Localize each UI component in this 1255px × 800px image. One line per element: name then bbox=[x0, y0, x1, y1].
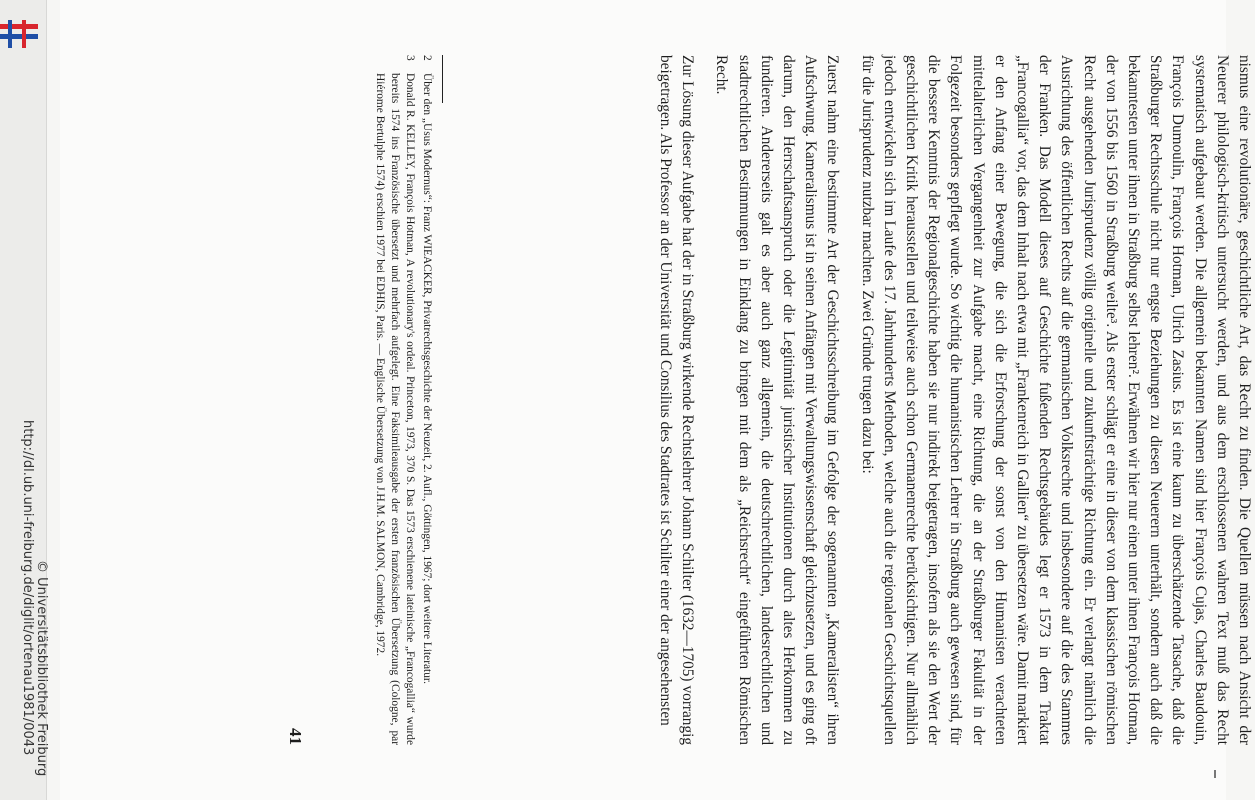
sidebar-url-text bbox=[0, 0, 49, 800]
footnotes bbox=[370, 55, 443, 745]
footnote-number: 2 bbox=[421, 55, 433, 61]
footnote-text: Über den „Usus Modernus“: Franz WIEACKER, Privatrechtsgeschichte der Neuzeit, 2. Aufl., Göttingen, 1967; dort weitere Literatur. bbox=[421, 73, 433, 684]
viewer-sidebar bbox=[0, 0, 47, 800]
footnote-number: 3 bbox=[404, 55, 416, 61]
copyright-notice: © Universitätsbibliothek Freiburg bbox=[34, 560, 49, 777]
rotated-page-content bbox=[255, 55, 1255, 745]
footnote-text: Donald R. KELLEY, François Hotman, A revolutionary's ordeal. Princeton, 1973, 370 S. Das 1573 erschienene lateinische „Francogallia“ wurde bereits 1574 ins Französische übersetzt und mehrfach aufgelegt. Eine Faksimileausgabe der ersten französischen Übersetzung (Cologne, par Hiérome Bertulphe 1574) erschien 1977 bei EDHIS, Paris. — Englische Übersetzung von J.H.M. SALMON, Cambridge, 1972. bbox=[374, 73, 416, 745]
scanned-page bbox=[60, 0, 1253, 800]
source-url: http://dl.ub.uni-freiburg.de/diglit/ortenau1981/0043 bbox=[20, 420, 35, 756]
footnote-rule bbox=[442, 55, 443, 103]
page-number: 41 bbox=[286, 728, 305, 745]
footnote-2 bbox=[419, 55, 434, 745]
footnote-3 bbox=[372, 55, 417, 745]
paragraph-3: Zur Lösung dieser Aufgabe hat der in Straßburg wirkende Rechtslehrer Johann Schilter (1632—1705) vorrangig beigetragen. Als Professor an der Universität und Consilius des Stadtrates ist Schilter einer der angesehensten bbox=[656, 55, 697, 745]
paragraph-1: nismus eine revolutionäre, geschichtliche Art, das Recht zu finden. Die Quellen müssen nach Ansicht der Neuerer philologisch-kritisch untersucht werden, und aus dem erschlossenen wahren Text muß das Recht systematisch aufgebaut werden. Die allgemein bekannten Namen sind hier François Cujas, Charles Baudouin, François Dumoulin, François Hotman, Ulrich Zasius. Es ist eine kaum zu überschätzende Tatsache, daß die Straßburger Rechtsschule nicht nur engste Beziehungen zu diesen Neuerern unterhält, sondern auch daß die bekanntesten unter ihnen in Straßburg selbst lehren². Erwähnen wir hier nur einen unter ihnen François Hotman, der von 1556 bis 1560 in Straßburg weilte³. Als erster schlägt er eine in dieser von dem klassischen römischen Recht ausgehenden Jurisprudenz völlig originelle und zukunftsträchtige Richtung ein. Er verlangt nämlich die Ausrichtung des öffentlichen Rechts auf die germanischen Volksrechte und insbesondere auf die des Stammes der Franken. Das Modell dieses auf Geschichte fußenden Rechtsgebäudes legt er 1573 in dem Traktat „Francogallia“ vor, das dem Inhalt nach etwa mit „Frankenreich in Gallien“ zu übersetzen wäre. Damit markiert er den Anfang einer Bewegung, die sich die Erforschung der sonst von den Humanisten verachteten mittelalterlichen Vergangenheit zur Aufgabe macht, eine Richtung, die an der Straßburger Fakultät in der Folgezeit besonders gepflegt wurde. So wichtig die humanistischen Lehrer in Straßburg auch gewesen sind, für die bessere Kenntnis der Regionalgeschichte haben sie nur indirekt beigetragen, insofern als sie den Wert der geschichtlichen Kritik herausstellen und teilweise auch schon Germanenrechte berücksichtigen. Nur allmählich jedoch entwickeln sich im Laufe des 17. Jahrhunderts Methoden, welche auch die regionalen Geschichtsquellen für die Jurisprudenz nutzbar machten. Zwei Gründe trugen dazu bei: bbox=[858, 55, 1253, 745]
scan-mark bbox=[1214, 770, 1216, 778]
paragraph-2: Zuerst nahm eine bestimmte Art der Geschichtsschreibung im Gefolge der sogenannten „Kameralisten“ ihren Aufschwung. Kameralismus ist in seinen Anfängen mit Verwaltungswissenschaft gleichzusetzen, und es ging oft darum, den Herrschaftsanspruch oder die Legitimität juristischer Institutionen durch altes Herkommen zu fundieren. Andererseits galt es aber auch ganz allgemein, die deutschrechtlichen, landesrechtlichen und stadtrechtlichen Bestimmungen in Einklang zu bringen mit dem als „Reichsrecht“ eingeführten Römischen Recht. bbox=[713, 55, 842, 745]
